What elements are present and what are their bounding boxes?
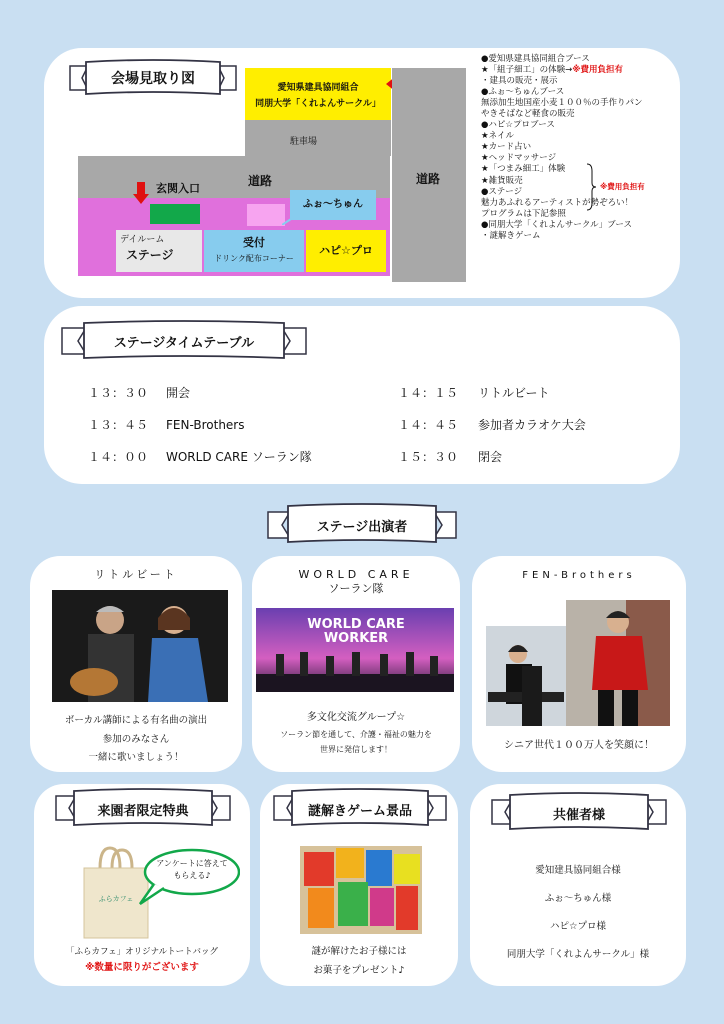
performer-1-photo	[52, 590, 228, 702]
sponsors-banner	[490, 790, 668, 836]
stage-screen-text: WORLD CARE WORKER	[307, 617, 405, 647]
booth-line: ・建具の販売・展示	[481, 76, 558, 87]
booth-line	[481, 65, 681, 76]
performer-2-name	[252, 568, 460, 597]
fuochun-booth-mark	[247, 204, 285, 226]
performer-2-name-line2: ソーラン隊	[328, 582, 384, 596]
snacks-photo	[300, 846, 422, 934]
booth-circle-label: 同朋大学「くれよんサークル」	[255, 99, 381, 110]
bubble-line: もらえる♪	[173, 871, 211, 880]
time: １３：３０	[88, 386, 149, 400]
road-label-1: 道路	[248, 174, 273, 188]
desc-line: 世界に発信します！	[320, 745, 392, 755]
happipro-area: ハピ☆プロ	[306, 230, 386, 272]
booth-line: ★カード占い	[481, 142, 532, 153]
genkan-arrow-icon	[133, 182, 149, 208]
timetable-title: ステージタイムテーブル	[113, 336, 255, 351]
quiz-banner	[272, 786, 448, 832]
performer-3-desc: シニア世代１００万人を笑顔に！	[504, 740, 654, 751]
booth-line: ●ステージ	[481, 186, 523, 197]
performer-1-desc	[30, 712, 242, 768]
event: WORLD CARE ソーラン隊	[166, 450, 312, 464]
reception-area	[204, 230, 304, 272]
sponsor-item: ハピ☆プロ様	[549, 921, 607, 932]
time: １４：００	[88, 450, 149, 464]
booth-line: やきそばなど軽食の販売	[481, 109, 575, 120]
road-label-2: 道路	[416, 172, 441, 186]
bonus-banner	[54, 786, 232, 832]
booth-line: ・謎解きゲーム	[481, 230, 541, 241]
stage-label: ステージ	[126, 248, 174, 262]
sponsor-item: ふぉ～ちゅん様	[544, 893, 612, 904]
fuochun-callout: ふぉ～ちゅん	[290, 190, 376, 220]
desc-line: ボーカル講師による有名曲の演出	[64, 715, 208, 726]
booth-line: ★雑貨販売	[481, 175, 523, 186]
timetable-row	[88, 416, 312, 448]
event: 参加者カラオケ大会	[478, 418, 586, 432]
performers-title: ステージ出演者	[316, 520, 408, 535]
desc-line: 多文化交流グループ☆	[306, 712, 406, 723]
booth-line: ●同朋大学「くれよんサークル」ブース	[481, 219, 632, 230]
happipro-cost-note: ※費用負担有	[600, 182, 645, 191]
desc-line: 謎が解けたお子様には	[311, 946, 407, 957]
genkan-label: 玄関入口	[156, 182, 200, 195]
desc-line: ソーラン節を通して、介護・福祉の魅力を	[280, 730, 432, 739]
sponsors-list	[470, 862, 686, 974]
performer-2-desc	[252, 708, 460, 757]
event: 閉会	[478, 450, 503, 464]
quiz-title: 謎解きゲーム景品	[307, 804, 412, 819]
performer-1-name: リトルビート	[94, 568, 178, 581]
timetable-row	[88, 384, 312, 416]
quiz-desc	[260, 942, 458, 980]
booth-union-circle	[245, 68, 391, 120]
event: FEN-Brothers	[166, 418, 245, 432]
booth-line: ●ハピ☆プロブース	[481, 120, 555, 131]
desc-line: お菓子をプレゼント♪	[313, 965, 405, 976]
bonus-title: 来園者限定特典	[97, 804, 189, 819]
booth-line: 魅力あふれるアーティストが勢ぞろい！	[481, 197, 634, 208]
sponsor-item: 同朋大学「くれよんサークル」様	[506, 949, 650, 960]
cost-note: ※費用負担有	[572, 65, 624, 76]
booth-line: ★ネイル	[481, 131, 514, 142]
time: １３：４５	[88, 418, 149, 432]
booth-line: 無添加生地国産小麦１００％の手作りパン	[481, 98, 643, 109]
timetable-left	[88, 384, 312, 480]
bubble-line: アンケートに答えて	[156, 859, 228, 868]
timetable-row	[398, 448, 586, 480]
booth-union-label: 愛知県建具協同組合	[277, 83, 359, 93]
fuochun-callout-line-icon	[282, 210, 294, 229]
booth-line: プログラムは下記参照	[481, 208, 566, 219]
venue-map-banner	[68, 56, 238, 102]
event: 開会	[166, 386, 191, 400]
time: １４：４５	[398, 418, 459, 432]
performer-3-name: FEN-Brothers	[522, 570, 636, 581]
drink-label: ドリンク配布コーナー	[214, 254, 294, 263]
desc-line: 一緒に歌いましょう！	[88, 752, 184, 764]
sponsors-title: 共催者様	[552, 808, 605, 823]
reception-label: 受付	[243, 236, 265, 249]
bonus-desc	[34, 946, 250, 975]
booth-list	[481, 54, 681, 242]
desc-line: 「ふらカフェ」オリジナルトートバッグ	[66, 947, 218, 957]
venue-map-title: 会場見取り図	[111, 71, 195, 87]
parking-label: 駐車場	[290, 137, 318, 147]
desc-line: 参加のみなさん	[102, 733, 170, 745]
tote-bag-label: ふらカフェ	[98, 895, 134, 903]
bubble-text	[146, 858, 238, 882]
timetable-row	[88, 448, 312, 480]
sponsor-item: 愛知建具協同組合様	[535, 865, 621, 876]
event: リトルビート	[478, 386, 550, 400]
time: １５：３０	[398, 450, 459, 464]
stage-area	[116, 230, 202, 272]
booth-line: ●ふぉ～ちゅんブース	[481, 87, 565, 98]
speech-bubble	[136, 848, 240, 906]
quantity-note: ※数量に限りがございます	[85, 961, 199, 973]
booth-line: ●愛知県建具協同組合ブース	[481, 54, 590, 64]
timetable-banner	[60, 318, 308, 366]
booth-line-text: ★「組子細工」の体験→	[481, 65, 573, 76]
booth-line: ★ヘッドマッサージ	[481, 153, 557, 164]
performer-3-photo-a	[486, 626, 566, 726]
timetable-row	[398, 384, 586, 416]
performer-2-name-line1: WORLD CARE	[298, 568, 414, 581]
dayroom-label: デイルーム	[120, 235, 165, 245]
timetable-right	[398, 384, 586, 480]
time: １４：１５	[398, 386, 459, 400]
booth-line: ★「つまみ細工」体験	[481, 164, 566, 175]
green-entrance-mark	[150, 204, 200, 224]
performer-3-photo-b	[566, 600, 670, 726]
performers-banner	[266, 500, 458, 548]
performer-2-photo	[256, 608, 454, 692]
timetable-row	[398, 416, 586, 448]
bracket-icon	[586, 163, 596, 215]
